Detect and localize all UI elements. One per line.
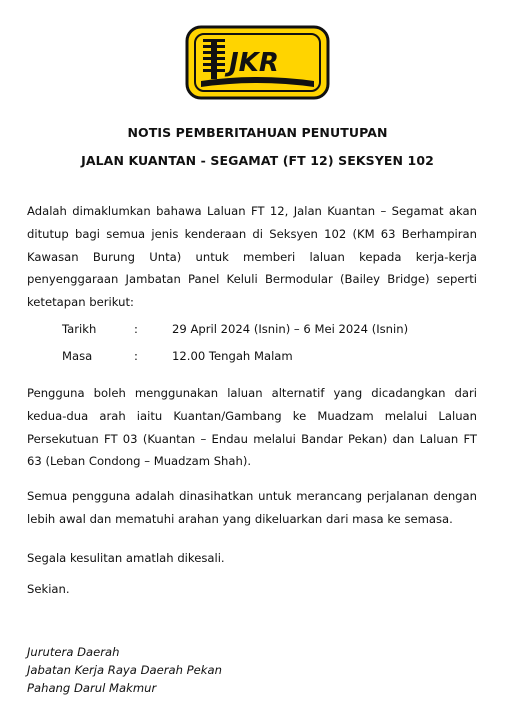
signature-department: Jabatan Kerja Raya Daerah Pekan <box>27 663 222 677</box>
logo-text: JKR <box>229 48 279 78</box>
date-colon: : <box>134 322 138 336</box>
jkr-logo <box>185 25 330 100</box>
signature-state: Pahang Darul Makmur <box>27 681 157 695</box>
date-value: 29 April 2024 (Isnin) – 6 Mei 2024 (Isnin) <box>172 322 409 336</box>
closing-text: Sekian. <box>27 582 70 596</box>
notice-title: NOTIS PEMBERITAHUAN PENUTUPAN <box>127 125 388 140</box>
advice-paragraph: Semua pengguna adalah dinasihatkan untuk merancang perjalanan dengan lebih awal dan mematuhi arahan yang dikeluarkan dari masa ke semasa. <box>27 489 477 526</box>
intro-paragraph: Adalah dimaklumkan bahawa Laluan FT 12, Jalan Kuantan – Segamat akan ditutup bagi semua jenis kenderaan di Seksyen 102 (KM 63 Berhampiran Kawasan Burung Unta) untuk memberi laluan kepada kerja-kerja penyenggaraan Jambatan Panel Keluli Bermodular (Bailey Bridge) seperti ketetapan berikut: <box>27 204 477 310</box>
alternative-route-paragraph: Pengguna boleh menggunakan laluan alternatif yang dicadangkan dari kedua-dua arah iaitu Kuantan/Gambang ke Muadzam melalui Laluan Persekutuan FT 03 (Kuantan – Endau melalui Bandar Pekan) dan Laluan FT 63 (Leban Condong – Muadzam Shah). <box>27 386 477 469</box>
time-label: Masa <box>62 349 93 363</box>
signature-title: Jurutera Daerah <box>27 645 120 659</box>
apology-text: Segala kesulitan amatlah dikesali. <box>27 551 225 565</box>
time-colon: : <box>134 349 138 363</box>
notice-subtitle: JALAN KUANTAN - SEGAMAT (FT 12) SEKSYEN 102 <box>81 153 434 168</box>
date-label: Tarikh <box>62 322 97 336</box>
time-value: 12.00 Tengah Malam <box>172 349 293 363</box>
